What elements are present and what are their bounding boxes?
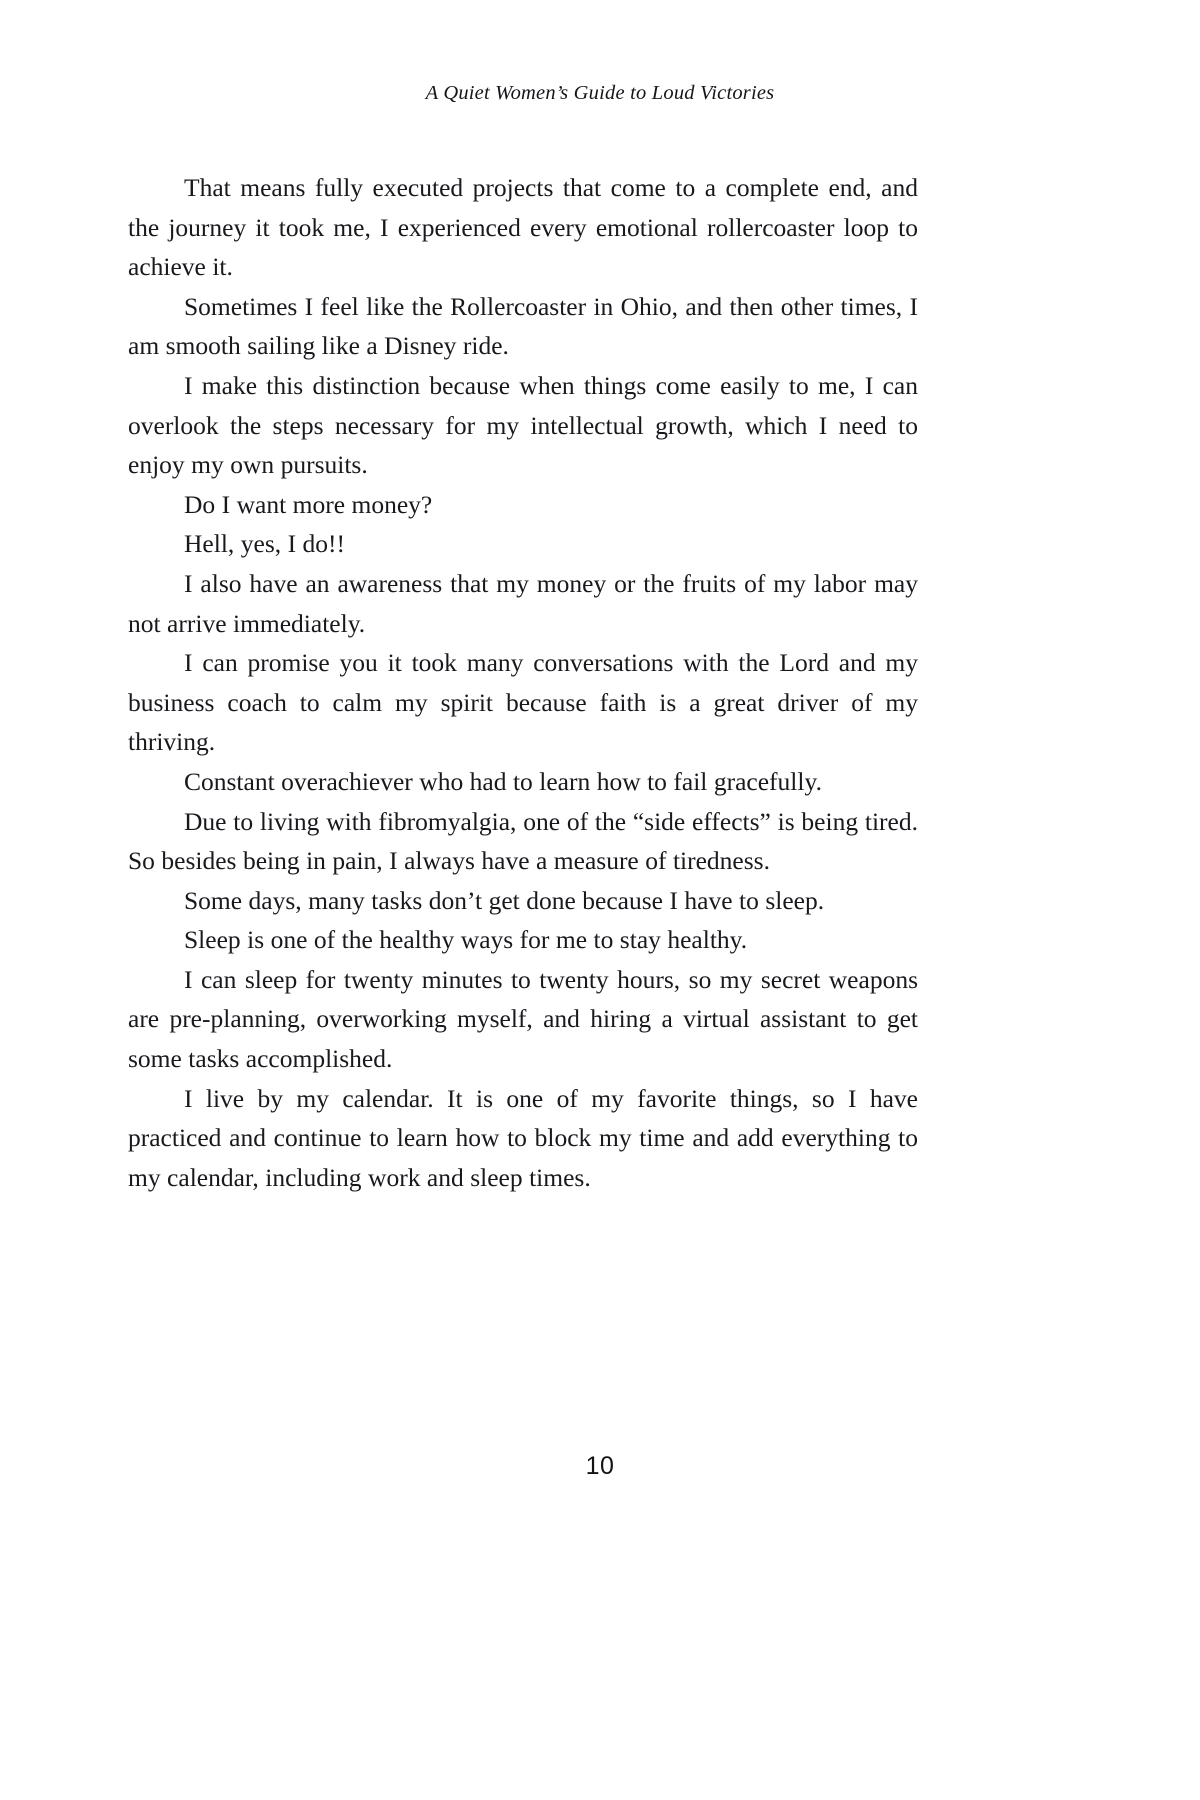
paragraph: I live by my calendar. It is one of my favorite things, so I have practiced and continue to learn how to block my time and add everything to my calendar, including work and sleep times. [128, 1083, 918, 1192]
body-text-block [128, 168, 918, 1197]
paragraph: Due to living with fibromyalgia, one of the “side effects” is being tired. So besides being in pain, I always have a measure of tiredness. [128, 806, 918, 876]
paragraph: Do I want more money? [184, 489, 433, 519]
paragraph: Hell, yes, I do!! [184, 529, 346, 559]
paragraph: That means fully executed projects that come to a complete end, and the journey it took me, I experienced every emotional rollercoaster loop to achieve it. [128, 173, 918, 282]
paragraph: Constant overachiever who had to learn how to fail gracefully. [184, 766, 822, 796]
paragraph: I can sleep for twenty minutes to twenty hours, so my secret weapons are pre-planning, overworking myself, and hiring a virtual assistant to get some tasks accomplished. [128, 964, 918, 1074]
paragraph: I make this distinction because when things come easily to me, I can overlook the steps necessary for my intellectual growth, which I need to enjoy my own pursuits. [128, 370, 918, 480]
running-header: A Quiet Women’s Guide to Loud Victories [425, 82, 775, 104]
page-number: 10 [585, 1452, 615, 1480]
paragraph: Sometimes I feel like the Rollercoaster in Ohio, and then other times, I am smooth sailing like a Disney ride. [128, 291, 918, 361]
paragraph: I can promise you it took many conversations with the Lord and my business coach to calm my spirit because faith is a great driver of my thriving. [128, 648, 918, 757]
paragraph: Sleep is one of the healthy ways for me to stay healthy. [184, 925, 748, 955]
paragraph: Some days, many tasks don’t get done because I have to sleep. [184, 885, 825, 915]
paragraph: I also have an awareness that my money or the fruits of my labor may not arrive immediately. [128, 568, 918, 638]
